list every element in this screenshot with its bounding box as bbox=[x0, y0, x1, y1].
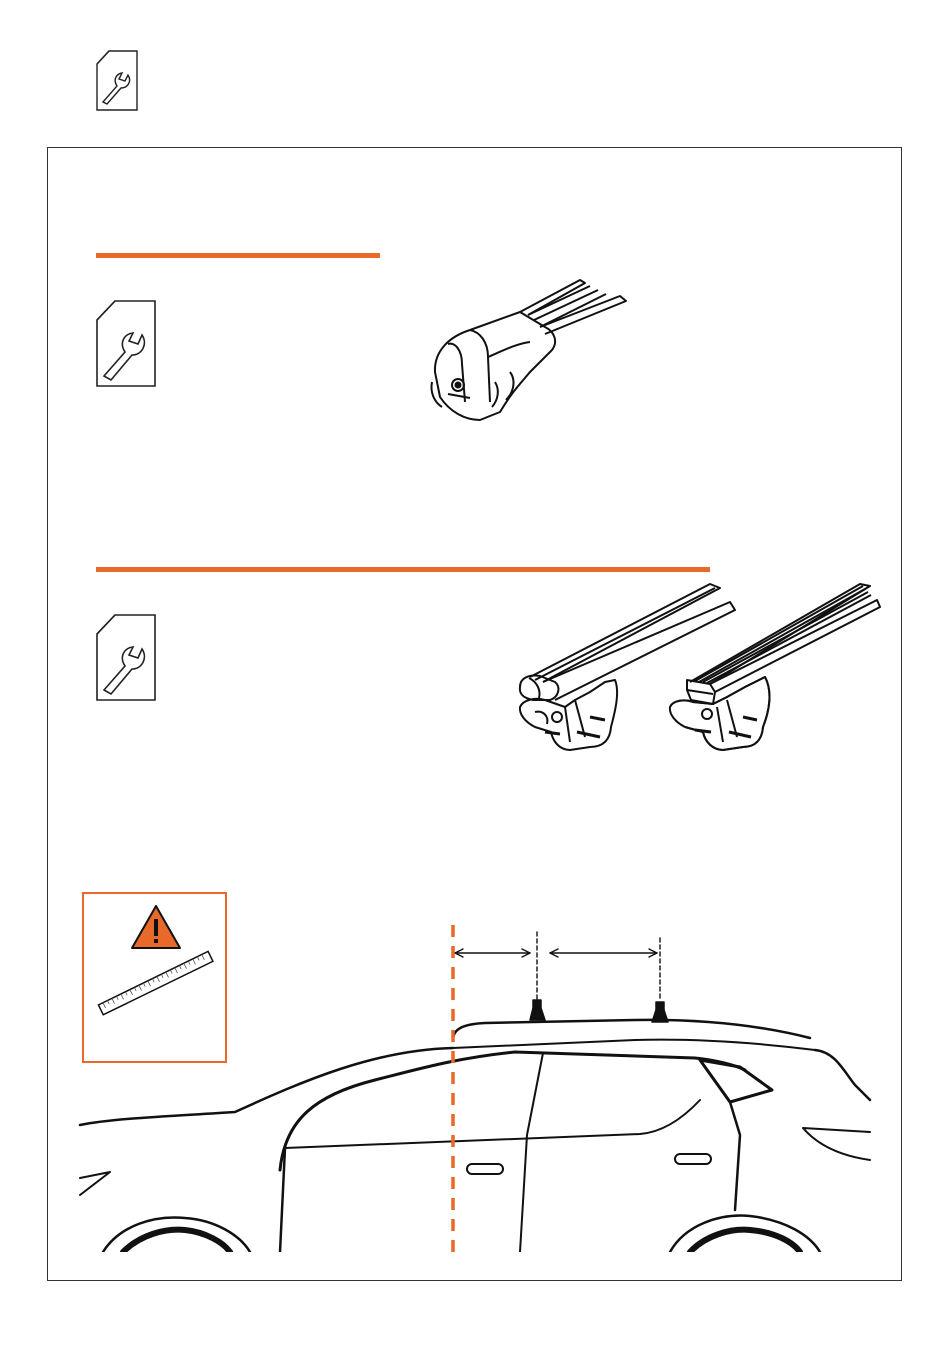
header-wrench-document-icon bbox=[95, 50, 139, 112]
car-side-profile-icon bbox=[75, 920, 875, 1252]
section-1-wrench-document-icon bbox=[95, 300, 157, 388]
section-2-wrench-document-icon bbox=[95, 614, 157, 702]
square-steel-roof-bar-icon bbox=[665, 582, 883, 757]
roof-bar-foot-flush-rail-icon bbox=[420, 272, 635, 427]
mount-point-front bbox=[530, 1000, 545, 1020]
section-2-rule bbox=[96, 567, 710, 572]
section-1-rule bbox=[96, 253, 380, 258]
